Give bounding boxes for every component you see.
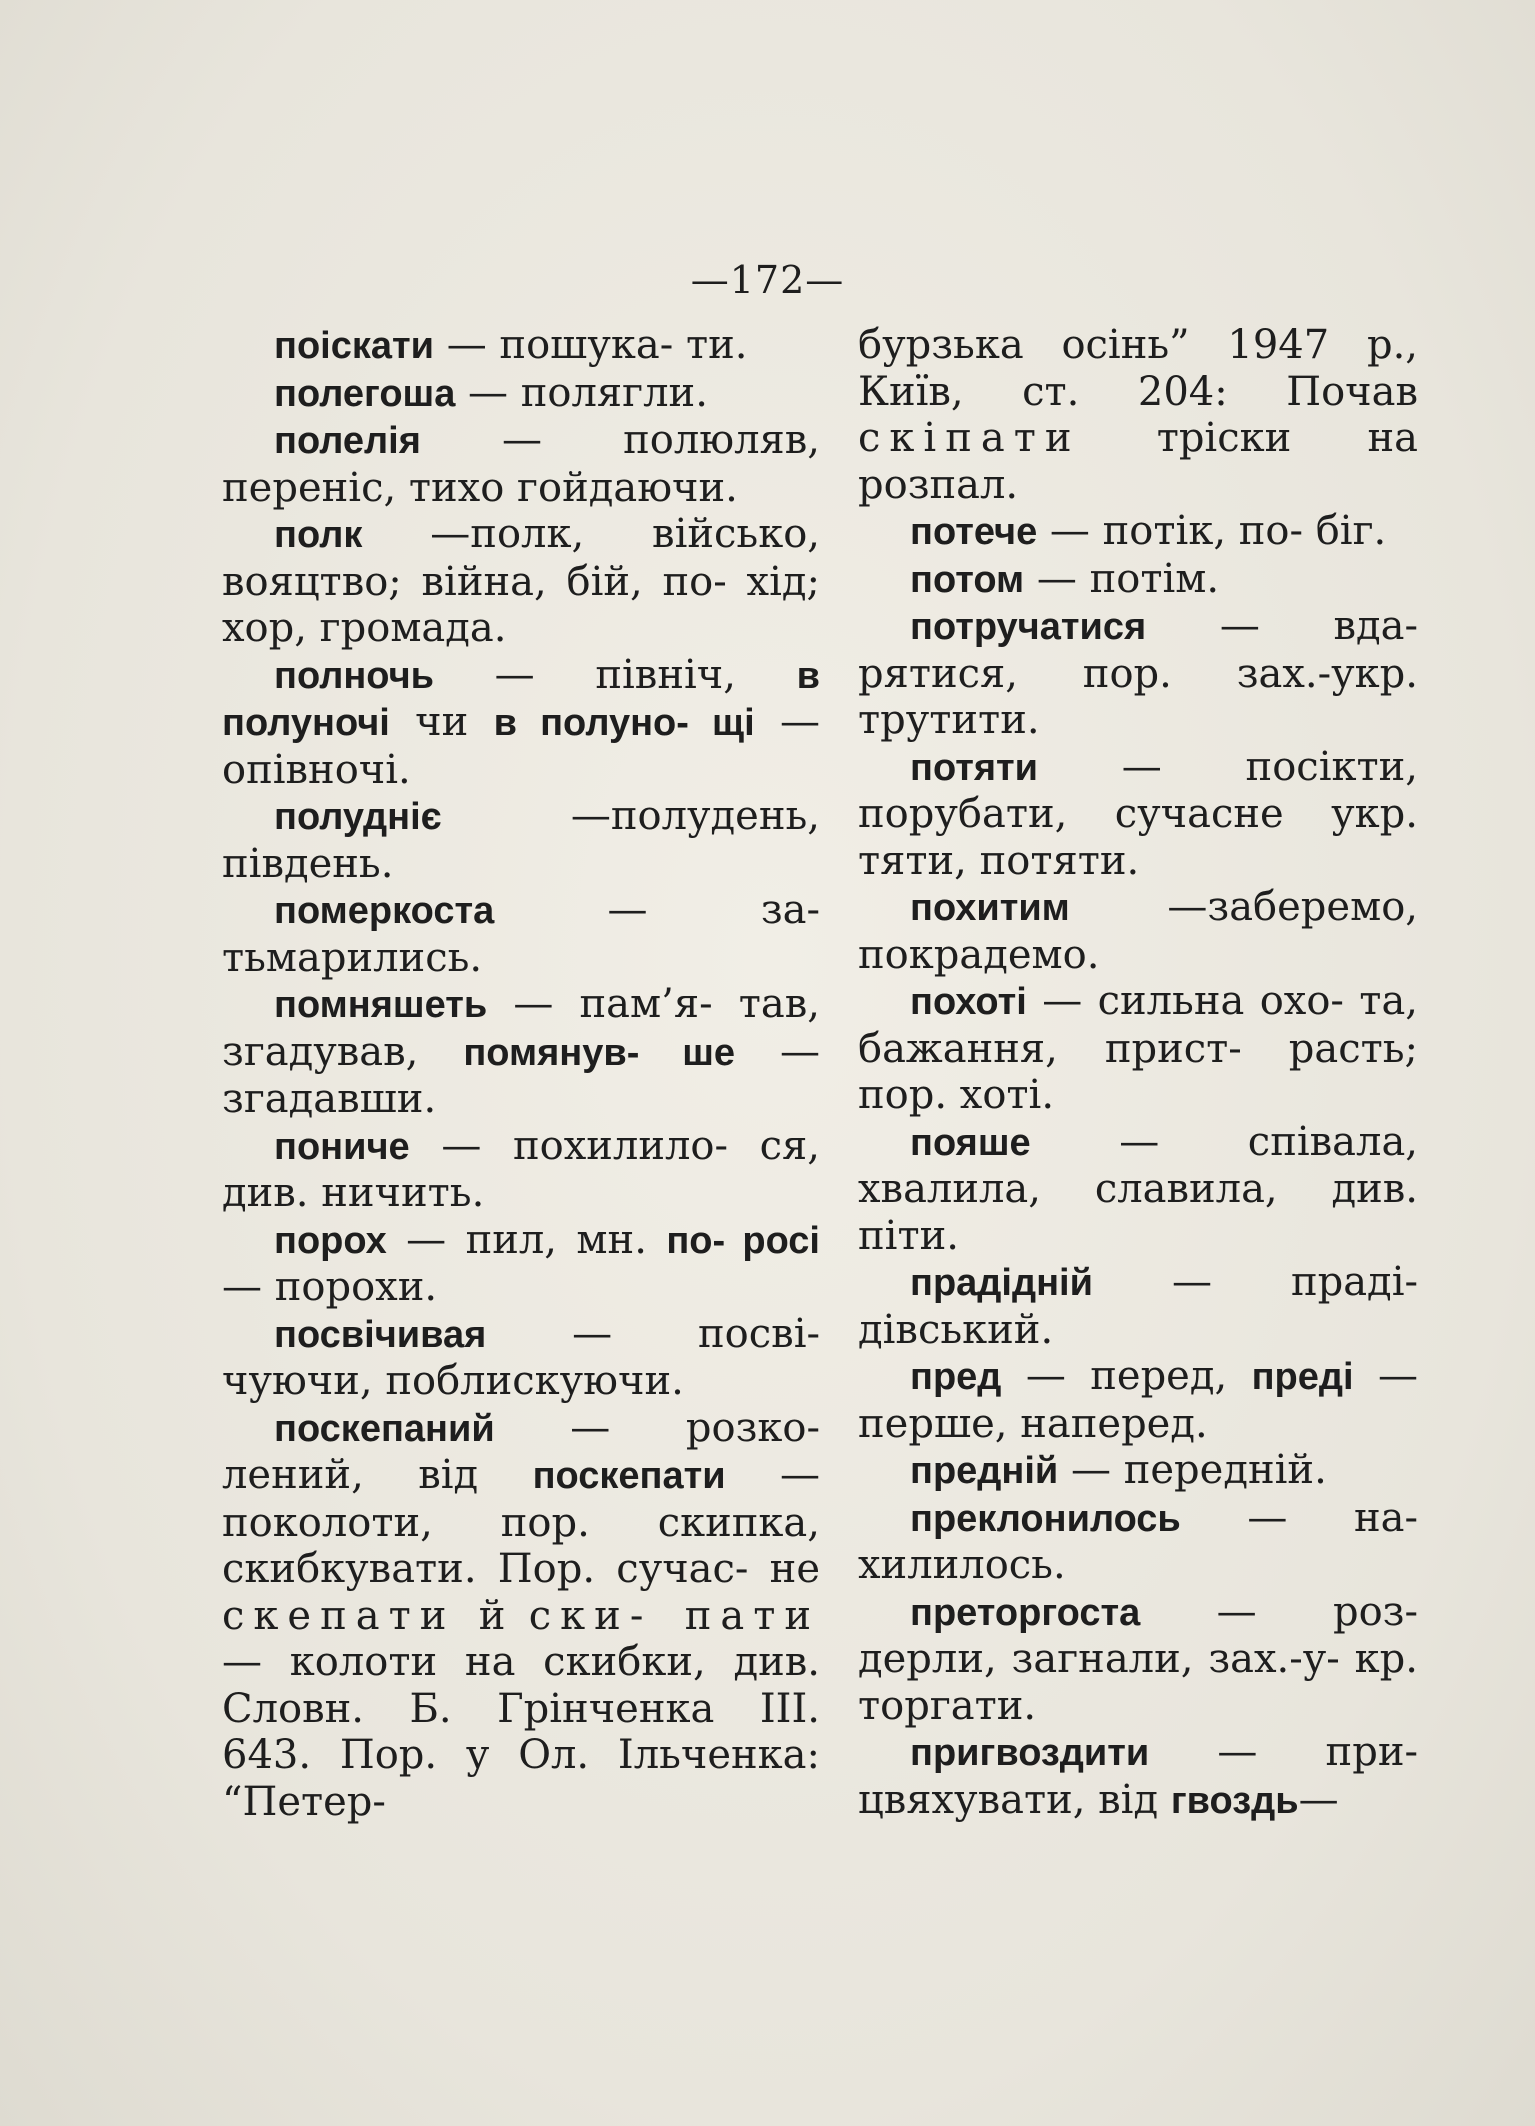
headword: похоті bbox=[910, 981, 1027, 1023]
headword: потече bbox=[910, 511, 1038, 553]
headword: поіскати bbox=[274, 325, 434, 367]
definition-text: чи bbox=[389, 699, 494, 745]
definition-text: — поколоти, пор. скипка, скибкувати. Пор. сучас- не bbox=[222, 1452, 820, 1592]
headword: порох bbox=[274, 1219, 387, 1262]
dictionary-entry bbox=[858, 978, 1418, 1119]
definition-text: — згадавши. bbox=[222, 1028, 820, 1122]
spaced-word: ски- пати bbox=[528, 1592, 821, 1639]
definition-text: — північ, bbox=[434, 651, 797, 698]
definition-text: — перше, наперед. bbox=[858, 1353, 1418, 1447]
definition-text: — опівночі. bbox=[222, 699, 821, 793]
dictionary-entry bbox=[858, 508, 1418, 556]
headword: предній bbox=[910, 1450, 1059, 1492]
dictionary-entry bbox=[222, 1311, 820, 1405]
definition-text: — порохи. bbox=[222, 1264, 438, 1310]
headword: преклонилось bbox=[910, 1497, 1181, 1540]
dictionary-entry bbox=[858, 322, 1418, 508]
definition-text: — потік, по- біг. bbox=[1037, 508, 1387, 554]
dictionary-entry bbox=[222, 370, 820, 418]
definition-text: — на- хилилось. bbox=[858, 1494, 1418, 1588]
right-column bbox=[858, 322, 1418, 1824]
definition-text: —полудень, південь. bbox=[222, 793, 820, 887]
dictionary-entry bbox=[858, 884, 1418, 978]
headword: поскепаний bbox=[274, 1407, 495, 1450]
headword: похитим bbox=[910, 887, 1070, 929]
headword: полелія bbox=[274, 420, 421, 462]
dictionary-entry bbox=[222, 1217, 820, 1311]
page-number: —172— bbox=[690, 258, 845, 302]
headword: полегоша bbox=[274, 372, 456, 415]
definition-text: — bbox=[1298, 1776, 1339, 1823]
headword: полк bbox=[274, 514, 363, 556]
left-column bbox=[222, 322, 820, 1825]
definition-text: — вда- рятися, пор. зах.-укр. трутити. bbox=[858, 603, 1418, 743]
definition-text: — посві- чуючи, поблискуючи. bbox=[222, 1310, 820, 1404]
headword: помянув- ше bbox=[463, 1031, 736, 1074]
dictionary-entry bbox=[858, 1353, 1418, 1447]
headword: преторгоста bbox=[910, 1591, 1141, 1634]
definition-text: — перед, bbox=[1001, 1353, 1252, 1399]
dictionary-entry bbox=[858, 1119, 1418, 1260]
headword: поскепати bbox=[532, 1455, 726, 1497]
definition-text: — колоти на скибки, див. Словн. Б. Грінченка III. 643. Пор. у Ол. Ільченка: “Петер- bbox=[222, 1639, 820, 1825]
dictionary-entry bbox=[222, 793, 820, 887]
dictionary-entry bbox=[222, 511, 820, 652]
definition-text: — праді- дівський. bbox=[858, 1259, 1418, 1353]
dictionary-entry bbox=[222, 417, 820, 511]
definition-text: — полюляв, переніс, тихо гойдаючи. bbox=[222, 417, 820, 511]
definition-text: — пошука- ти. bbox=[433, 322, 748, 368]
headword: посвічивая bbox=[274, 1313, 487, 1356]
spaced-word: скепати bbox=[222, 1592, 456, 1639]
definition-text: — співала, хвалила, славила, див. піти. bbox=[858, 1118, 1418, 1259]
headword: пред bbox=[910, 1356, 1002, 1398]
definition-text: — посікти, порубати, сучасне укр. тяти, потяти. bbox=[858, 743, 1418, 884]
dictionary-entry bbox=[858, 1729, 1418, 1824]
definition-text: — пам’я- тав, згадував, bbox=[222, 981, 820, 1075]
definition-text: —полк, військо, вояцтво; війна, бій, по- хід; хор, громада. bbox=[222, 511, 820, 651]
headword: преді bbox=[1251, 1356, 1354, 1398]
dictionary-entry bbox=[858, 556, 1418, 604]
dictionary-entry bbox=[858, 1447, 1418, 1495]
headword: по- росі bbox=[666, 1219, 820, 1262]
definition-text: —заберемо, покрадемо. bbox=[858, 884, 1418, 978]
headword: пониче bbox=[274, 1125, 410, 1168]
headword: гвоздь bbox=[1170, 1779, 1299, 1822]
definition-text: — передній. bbox=[1058, 1447, 1327, 1493]
definition-text: бурзька осінь” 1947 р., Київ, ст. 204: Почав bbox=[858, 322, 1418, 415]
headword: померкоста bbox=[274, 890, 495, 932]
dictionary-entry bbox=[222, 1405, 820, 1826]
definition-text: — при- цвяхувати, від bbox=[858, 1729, 1418, 1823]
definition-text: — роз- дерли, загнали, зах.-у- кр. торгати. bbox=[858, 1588, 1418, 1729]
dictionary-entry bbox=[858, 1589, 1418, 1730]
dictionary-entry bbox=[222, 981, 820, 1123]
headword: полудніє bbox=[274, 796, 442, 838]
dictionary-entry bbox=[222, 887, 820, 981]
definition-text: й bbox=[455, 1592, 529, 1639]
dictionary-entry bbox=[222, 652, 820, 794]
dictionary-entry bbox=[858, 744, 1418, 885]
definition-text: тріски на розпал. bbox=[858, 415, 1418, 508]
headword: помняшеть bbox=[274, 984, 488, 1026]
dictionary-entry bbox=[858, 1495, 1418, 1589]
definition-text: — сильна охо- та, бажання, прист- расть; пор. хоті. bbox=[858, 978, 1418, 1118]
headword: потяти bbox=[910, 746, 1038, 789]
headword: полночь bbox=[274, 654, 434, 697]
dictionary-entry bbox=[858, 603, 1418, 744]
headword: потом bbox=[910, 558, 1025, 601]
definition-text: — за- тьмарились. bbox=[222, 887, 820, 981]
dictionary-entry bbox=[858, 1259, 1418, 1353]
headword: потручатися bbox=[910, 606, 1147, 648]
definition-text: — полягли. bbox=[455, 369, 708, 416]
headword: пояше bbox=[910, 1121, 1031, 1164]
spaced-word: скіпати bbox=[858, 415, 1081, 461]
dictionary-entry bbox=[222, 1123, 820, 1217]
headword: пригвоздити bbox=[910, 1732, 1150, 1774]
definition-text: — розко- лений, від bbox=[222, 1404, 820, 1498]
headword: прадідній bbox=[910, 1262, 1093, 1304]
definition-text: — похилило- ся, див. ничить. bbox=[222, 1122, 820, 1216]
dictionary-entry bbox=[222, 322, 820, 370]
headword: в полуночі bbox=[222, 654, 820, 744]
definition-text: — потім. bbox=[1024, 555, 1220, 602]
definition-text: — пил, мн. bbox=[386, 1216, 667, 1263]
headword: в полуно- щі bbox=[493, 702, 755, 744]
